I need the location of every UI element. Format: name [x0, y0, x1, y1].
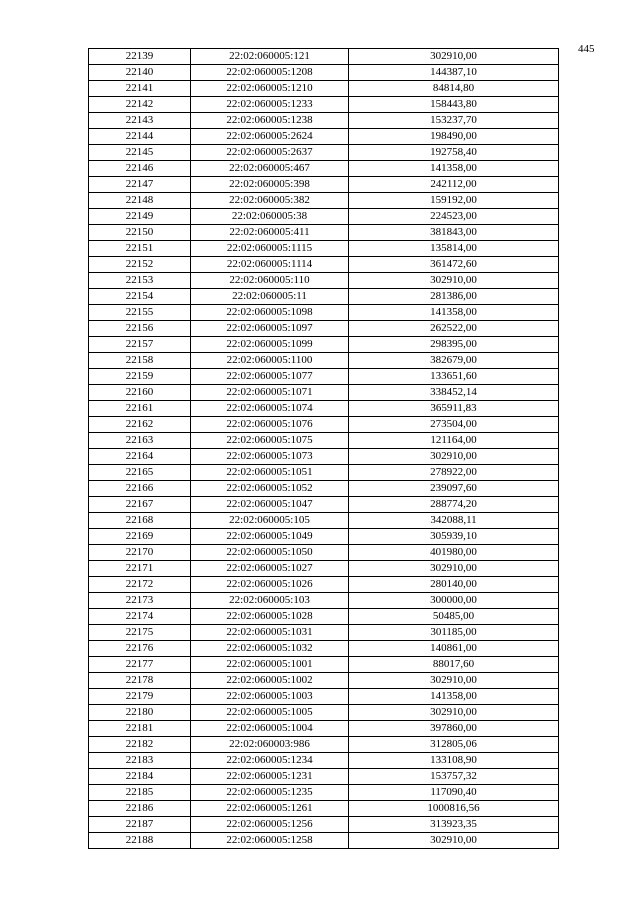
- cadastral-number-cell: 22:02:060005:1210: [191, 81, 349, 97]
- table-row: [89, 353, 559, 369]
- row-number-cell: 22141: [89, 81, 191, 97]
- value-cell: 381843,00: [349, 225, 559, 241]
- row-number-cell: 22147: [89, 177, 191, 193]
- cadastral-number-cell: 22:02:060005:1051: [191, 465, 349, 481]
- value-cell: 135814,00: [349, 241, 559, 257]
- value-cell: 262522,00: [349, 321, 559, 337]
- table-row: [89, 433, 559, 449]
- cadastral-number-cell: 22:02:060005:1001: [191, 657, 349, 673]
- row-number-cell: 22140: [89, 65, 191, 81]
- value-cell: 401980,00: [349, 545, 559, 561]
- cadastral-number-cell: 22:02:060005:1076: [191, 417, 349, 433]
- value-cell: 242112,00: [349, 177, 559, 193]
- table-row: [89, 673, 559, 689]
- value-cell: 278922,00: [349, 465, 559, 481]
- row-number-cell: 22179: [89, 689, 191, 705]
- cadastral-number-cell: 22:02:060005:1115: [191, 241, 349, 257]
- cadastral-table: [88, 48, 559, 849]
- cadastral-number-cell: 22:02:060005:1235: [191, 785, 349, 801]
- row-number-cell: 22178: [89, 673, 191, 689]
- table-row: [89, 545, 559, 561]
- cadastral-number-cell: 22:02:060005:1052: [191, 481, 349, 497]
- value-cell: 365911,83: [349, 401, 559, 417]
- value-cell: 342088,11: [349, 513, 559, 529]
- table-row: [89, 577, 559, 593]
- value-cell: 305939,10: [349, 529, 559, 545]
- table-row: [89, 369, 559, 385]
- row-number-cell: 22166: [89, 481, 191, 497]
- row-number-cell: 22187: [89, 817, 191, 833]
- cadastral-number-cell: 22:02:060005:38: [191, 209, 349, 225]
- table-row: [89, 513, 559, 529]
- value-cell: 50485,00: [349, 609, 559, 625]
- cadastral-number-cell: 22:02:060005:1049: [191, 529, 349, 545]
- value-cell: 192758,40: [349, 145, 559, 161]
- cadastral-number-cell: 22:02:060005:121: [191, 49, 349, 65]
- row-number-cell: 22139: [89, 49, 191, 65]
- cadastral-number-cell: 22:02:060005:110: [191, 273, 349, 289]
- row-number-cell: 22158: [89, 353, 191, 369]
- table-row: [89, 529, 559, 545]
- table-row: [89, 497, 559, 513]
- table-row: [89, 49, 559, 65]
- value-cell: 84814,80: [349, 81, 559, 97]
- table-row: [89, 817, 559, 833]
- table-row: [89, 81, 559, 97]
- table-row: [89, 657, 559, 673]
- cadastral-number-cell: 22:02:060005:382: [191, 193, 349, 209]
- table-row: [89, 129, 559, 145]
- row-number-cell: 22142: [89, 97, 191, 113]
- cadastral-number-cell: 22:02:060005:1075: [191, 433, 349, 449]
- cadastral-number-cell: 22:02:060005:1234: [191, 753, 349, 769]
- row-number-cell: 22185: [89, 785, 191, 801]
- row-number-cell: 22144: [89, 129, 191, 145]
- value-cell: 382679,00: [349, 353, 559, 369]
- row-number-cell: 22176: [89, 641, 191, 657]
- value-cell: 141358,00: [349, 305, 559, 321]
- value-cell: 121164,00: [349, 433, 559, 449]
- cadastral-number-cell: 22:02:060005:2624: [191, 129, 349, 145]
- table-row: [89, 177, 559, 193]
- table-row: [89, 225, 559, 241]
- row-number-cell: 22150: [89, 225, 191, 241]
- table-row: [89, 305, 559, 321]
- value-cell: 302910,00: [349, 833, 559, 849]
- value-cell: 239097,60: [349, 481, 559, 497]
- table-row: [89, 609, 559, 625]
- table-row: [89, 641, 559, 657]
- cadastral-number-cell: 22:02:060005:1100: [191, 353, 349, 369]
- row-number-cell: 22146: [89, 161, 191, 177]
- value-cell: 198490,00: [349, 129, 559, 145]
- table-row: [89, 97, 559, 113]
- value-cell: 298395,00: [349, 337, 559, 353]
- value-cell: 158443,80: [349, 97, 559, 113]
- table-row: [89, 289, 559, 305]
- value-cell: 280140,00: [349, 577, 559, 593]
- value-cell: 312805,06: [349, 737, 559, 753]
- value-cell: 140861,00: [349, 641, 559, 657]
- value-cell: 88017,60: [349, 657, 559, 673]
- cadastral-number-cell: 22:02:060005:1261: [191, 801, 349, 817]
- value-cell: 397860,00: [349, 721, 559, 737]
- row-number-cell: 22169: [89, 529, 191, 545]
- table-row: [89, 193, 559, 209]
- table-row: [89, 273, 559, 289]
- cadastral-number-cell: 22:02:060003:986: [191, 737, 349, 753]
- cadastral-number-cell: 22:02:060005:1028: [191, 609, 349, 625]
- row-number-cell: 22168: [89, 513, 191, 529]
- row-number-cell: 22175: [89, 625, 191, 641]
- value-cell: 144387,10: [349, 65, 559, 81]
- row-number-cell: 22161: [89, 401, 191, 417]
- table-row: [89, 385, 559, 401]
- value-cell: 338452,14: [349, 385, 559, 401]
- value-cell: 302910,00: [349, 273, 559, 289]
- value-cell: 153237,70: [349, 113, 559, 129]
- row-number-cell: 22162: [89, 417, 191, 433]
- value-cell: 302910,00: [349, 705, 559, 721]
- table-row: [89, 737, 559, 753]
- value-cell: 117090,40: [349, 785, 559, 801]
- value-cell: 301185,00: [349, 625, 559, 641]
- cadastral-number-cell: 22:02:060005:411: [191, 225, 349, 241]
- row-number-cell: 22160: [89, 385, 191, 401]
- cadastral-number-cell: 22:02:060005:1032: [191, 641, 349, 657]
- cadastral-number-cell: 22:02:060005:1114: [191, 257, 349, 273]
- table-row: [89, 449, 559, 465]
- table-row: [89, 705, 559, 721]
- row-number-cell: 22170: [89, 545, 191, 561]
- row-number-cell: 22171: [89, 561, 191, 577]
- value-cell: 281386,00: [349, 289, 559, 305]
- row-number-cell: 22165: [89, 465, 191, 481]
- cadastral-number-cell: 22:02:060005:1099: [191, 337, 349, 353]
- table-row: [89, 145, 559, 161]
- value-cell: 313923,35: [349, 817, 559, 833]
- table-row: [89, 561, 559, 577]
- cadastral-number-cell: 22:02:060005:467: [191, 161, 349, 177]
- cadastral-number-cell: 22:02:060005:1258: [191, 833, 349, 849]
- cadastral-number-cell: 22:02:060005:1074: [191, 401, 349, 417]
- row-number-cell: 22186: [89, 801, 191, 817]
- table-row: [89, 321, 559, 337]
- cadastral-number-cell: 22:02:060005:1073: [191, 449, 349, 465]
- value-cell: 224523,00: [349, 209, 559, 225]
- cadastral-number-cell: 22:02:060005:1027: [191, 561, 349, 577]
- row-number-cell: 22156: [89, 321, 191, 337]
- row-number-cell: 22181: [89, 721, 191, 737]
- table-row: [89, 465, 559, 481]
- cadastral-number-cell: 22:02:060005:1256: [191, 817, 349, 833]
- cadastral-number-cell: 22:02:060005:1208: [191, 65, 349, 81]
- row-number-cell: 22172: [89, 577, 191, 593]
- cadastral-number-cell: 22:02:060005:103: [191, 593, 349, 609]
- table-row: [89, 241, 559, 257]
- cadastral-number-cell: 22:02:060005:1047: [191, 497, 349, 513]
- value-cell: 300000,00: [349, 593, 559, 609]
- cadastral-number-cell: 22:02:060005:11: [191, 289, 349, 305]
- row-number-cell: 22164: [89, 449, 191, 465]
- row-number-cell: 22157: [89, 337, 191, 353]
- row-number-cell: 22153: [89, 273, 191, 289]
- table-row: [89, 113, 559, 129]
- row-number-cell: 22183: [89, 753, 191, 769]
- cadastral-number-cell: 22:02:060005:398: [191, 177, 349, 193]
- value-cell: 133651,60: [349, 369, 559, 385]
- cadastral-number-cell: 22:02:060005:1004: [191, 721, 349, 737]
- cadastral-number-cell: 22:02:060005:1231: [191, 769, 349, 785]
- cadastral-number-cell: 22:02:060005:1031: [191, 625, 349, 641]
- cadastral-number-cell: 22:02:060005:1002: [191, 673, 349, 689]
- table-row: [89, 209, 559, 225]
- row-number-cell: 22151: [89, 241, 191, 257]
- value-cell: 273504,00: [349, 417, 559, 433]
- value-cell: 133108,90: [349, 753, 559, 769]
- value-cell: 141358,00: [349, 161, 559, 177]
- value-cell: 302910,00: [349, 49, 559, 65]
- cadastral-number-cell: 22:02:060005:1026: [191, 577, 349, 593]
- row-number-cell: 22159: [89, 369, 191, 385]
- cadastral-number-cell: 22:02:060005:1238: [191, 113, 349, 129]
- cadastral-number-cell: 22:02:060005:1097: [191, 321, 349, 337]
- cadastral-number-cell: 22:02:060005:1098: [191, 305, 349, 321]
- table-row: [89, 753, 559, 769]
- value-cell: 302910,00: [349, 673, 559, 689]
- row-number-cell: 22145: [89, 145, 191, 161]
- row-number-cell: 22155: [89, 305, 191, 321]
- table-row: [89, 625, 559, 641]
- row-number-cell: 22184: [89, 769, 191, 785]
- value-cell: 159192,00: [349, 193, 559, 209]
- page-number: 445: [578, 43, 595, 55]
- row-number-cell: 22180: [89, 705, 191, 721]
- cadastral-number-cell: 22:02:060005:1050: [191, 545, 349, 561]
- row-number-cell: 22148: [89, 193, 191, 209]
- cadastral-number-cell: 22:02:060005:1071: [191, 385, 349, 401]
- value-cell: 361472,60: [349, 257, 559, 273]
- table-row: [89, 65, 559, 81]
- row-number-cell: 22182: [89, 737, 191, 753]
- table-row: [89, 401, 559, 417]
- value-cell: 1000816,56: [349, 801, 559, 817]
- table-row: [89, 337, 559, 353]
- row-number-cell: 22149: [89, 209, 191, 225]
- table-body: [89, 49, 559, 849]
- row-number-cell: 22177: [89, 657, 191, 673]
- table-row: [89, 161, 559, 177]
- table-row: [89, 689, 559, 705]
- cadastral-number-cell: 22:02:060005:2637: [191, 145, 349, 161]
- row-number-cell: 22143: [89, 113, 191, 129]
- table-row: [89, 769, 559, 785]
- table-row: [89, 721, 559, 737]
- cadastral-number-cell: 22:02:060005:1005: [191, 705, 349, 721]
- row-number-cell: 22163: [89, 433, 191, 449]
- value-cell: 302910,00: [349, 561, 559, 577]
- table-row: [89, 785, 559, 801]
- value-cell: 141358,00: [349, 689, 559, 705]
- row-number-cell: 22167: [89, 497, 191, 513]
- table-row: [89, 481, 559, 497]
- cadastral-number-cell: 22:02:060005:1003: [191, 689, 349, 705]
- value-cell: 288774,20: [349, 497, 559, 513]
- row-number-cell: 22152: [89, 257, 191, 273]
- table-row: [89, 833, 559, 849]
- row-number-cell: 22188: [89, 833, 191, 849]
- row-number-cell: 22174: [89, 609, 191, 625]
- cadastral-number-cell: 22:02:060005:1233: [191, 97, 349, 113]
- table-row: [89, 801, 559, 817]
- cadastral-number-cell: 22:02:060005:105: [191, 513, 349, 529]
- value-cell: 302910,00: [349, 449, 559, 465]
- row-number-cell: 22154: [89, 289, 191, 305]
- table-row: [89, 257, 559, 273]
- value-cell: 153757,32: [349, 769, 559, 785]
- table-row: [89, 593, 559, 609]
- table-row: [89, 417, 559, 433]
- cadastral-number-cell: 22:02:060005:1077: [191, 369, 349, 385]
- row-number-cell: 22173: [89, 593, 191, 609]
